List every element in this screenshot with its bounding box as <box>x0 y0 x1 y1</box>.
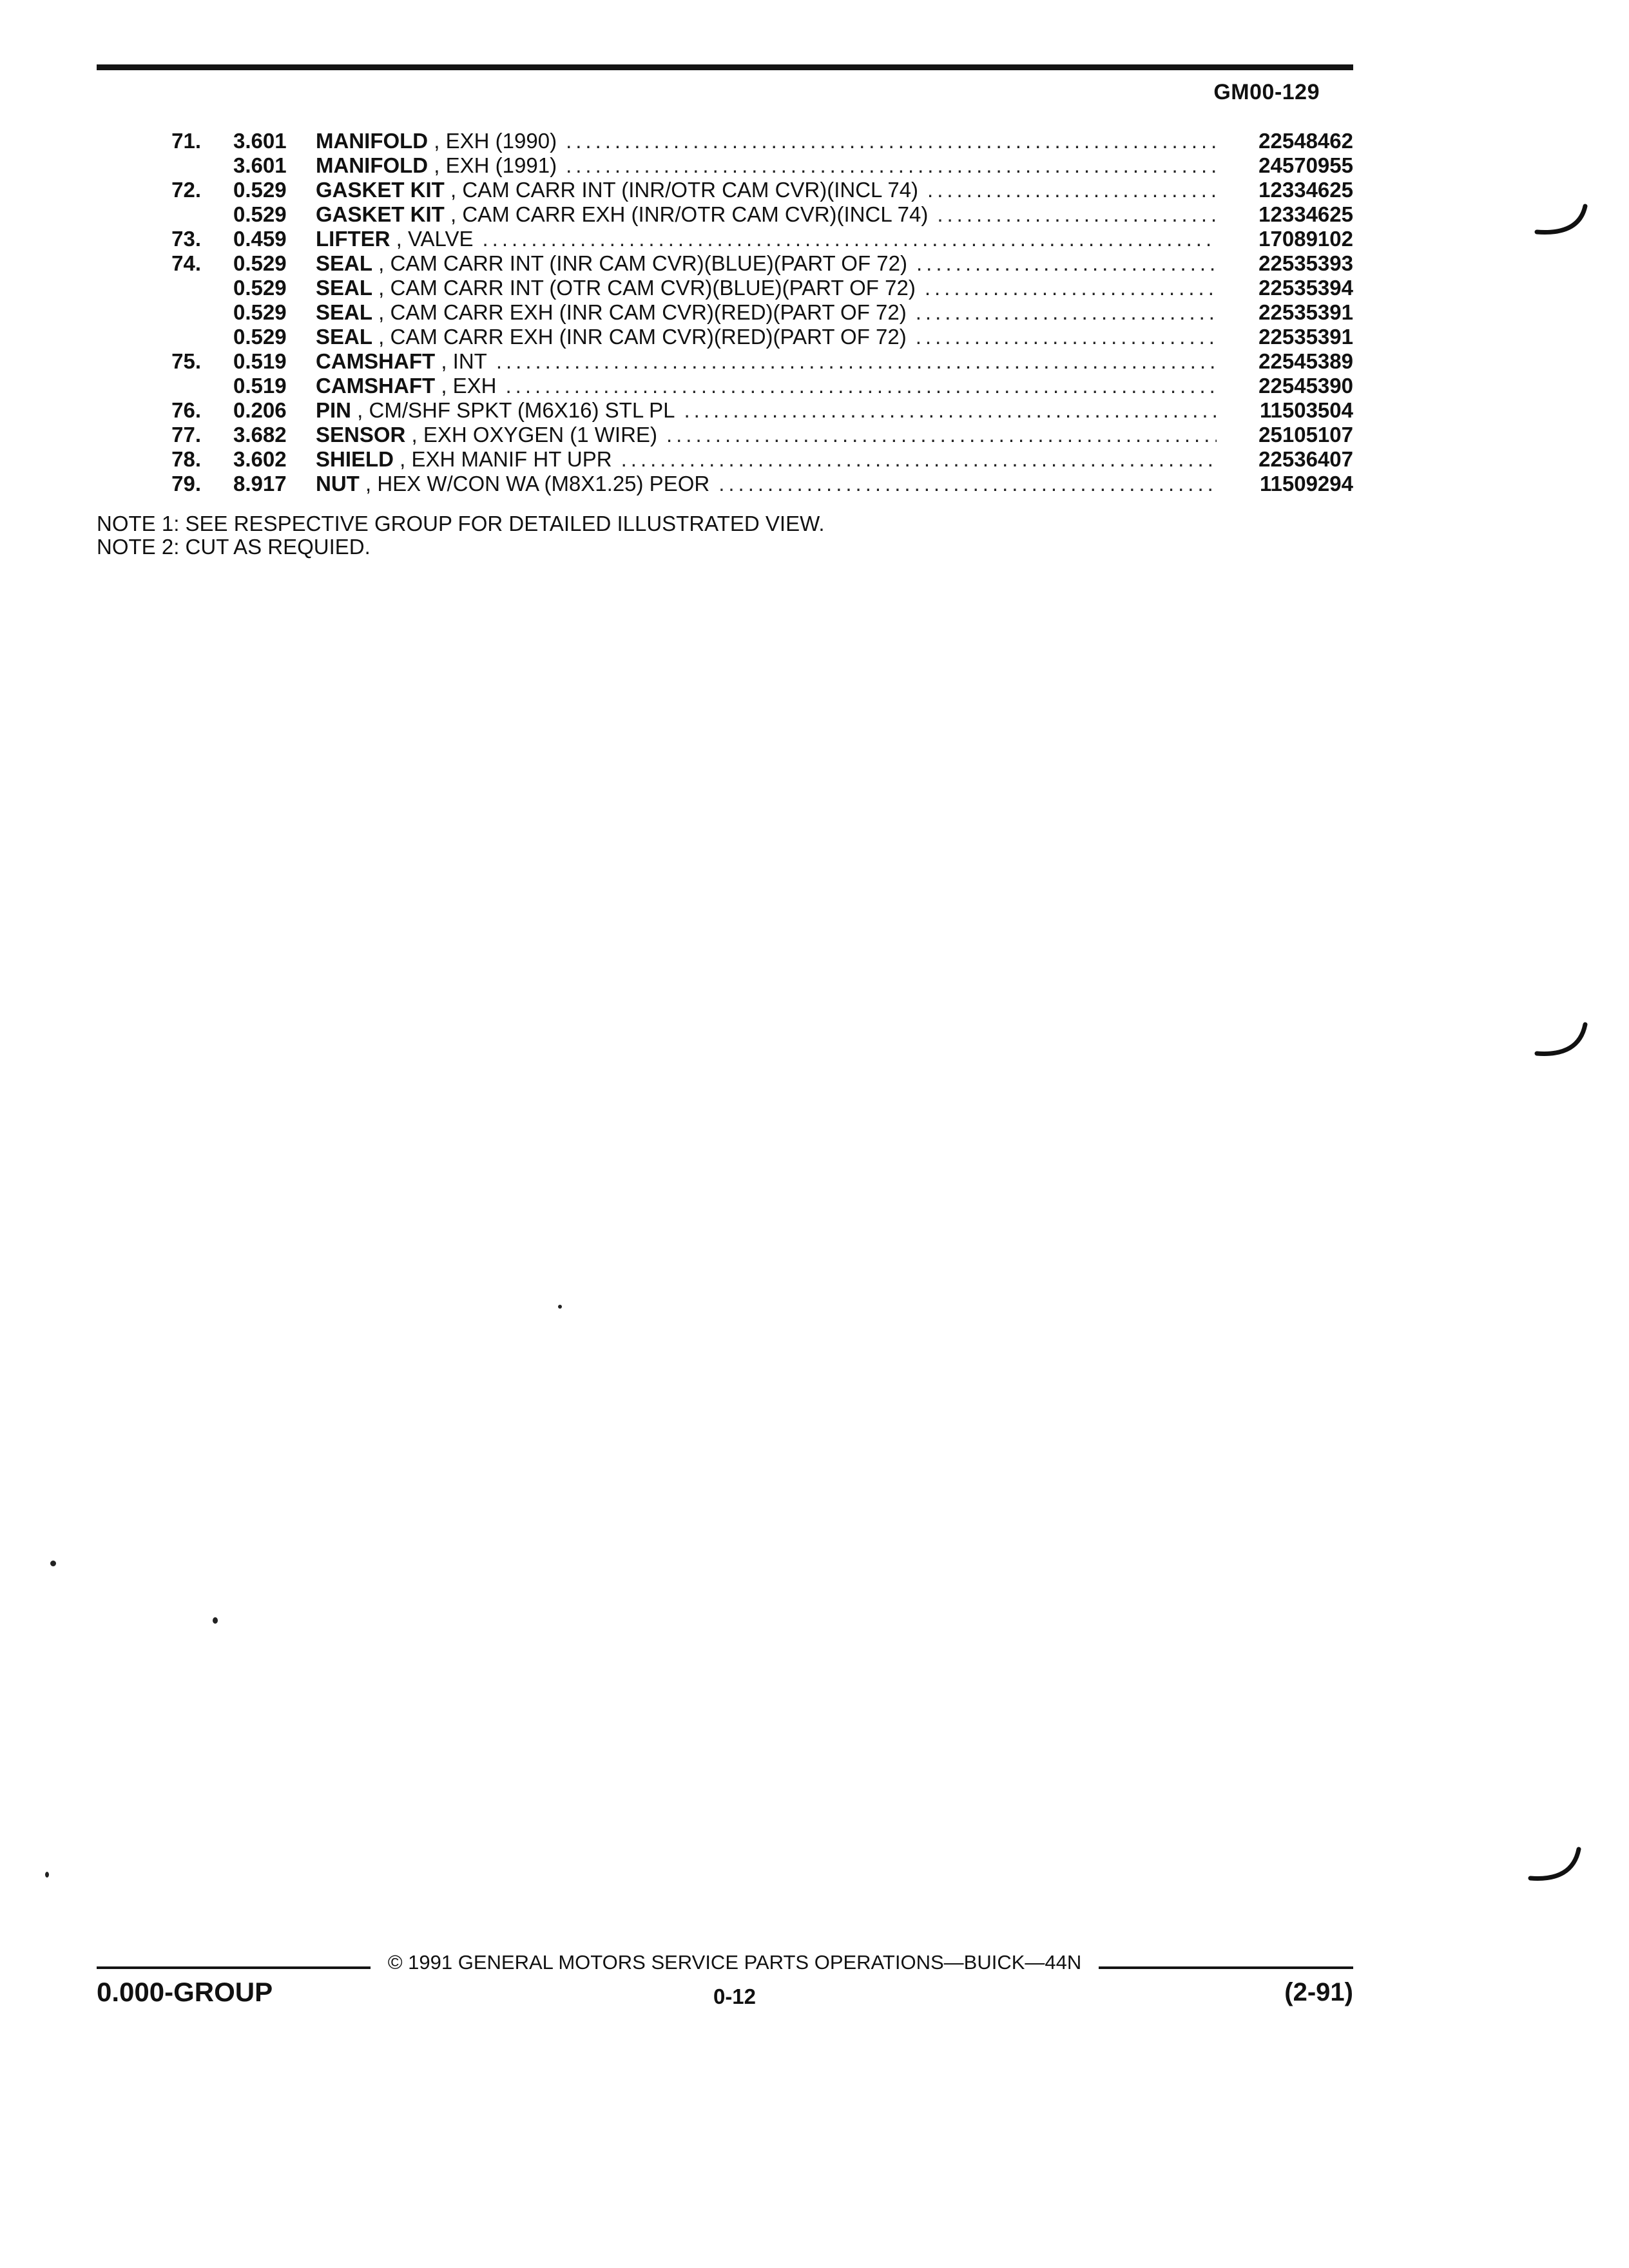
part-number: 11503504 <box>1259 398 1353 422</box>
group-number: 0.206 <box>233 398 287 422</box>
part-name: MANIFOLD <box>316 153 429 177</box>
scan-speck <box>558 1305 562 1309</box>
footer-page-number: 0-12 <box>713 1984 757 2008</box>
dot-leader <box>496 349 1217 374</box>
part-detail: , VALVE <box>390 227 474 251</box>
part-detail: , CAM CARR INT (INR/OTR CAM CVR)(INCL 74) <box>444 178 919 202</box>
group-number: 0.519 <box>233 374 287 398</box>
part-number: 11509294 <box>1259 472 1353 495</box>
footer-rule-right <box>1099 1966 1353 1969</box>
part-detail: , CAM CARR INT (INR CAM CVR)(BLUE)(PART OF 72) <box>372 251 907 275</box>
scan-speck <box>45 1872 49 1878</box>
part-detail: , EXH (1990) <box>428 129 557 153</box>
ref-number: 76. <box>171 398 201 422</box>
binder-hole-mark <box>1527 992 1592 1082</box>
part-row <box>97 178 1353 202</box>
ref-number: 73. <box>171 227 201 251</box>
part-number: 22548462 <box>1258 129 1353 153</box>
dot-leader <box>621 447 1217 472</box>
part-detail: , HEX W/CON WA (M8X1.25) PEOR <box>359 472 710 495</box>
footer-group: 0.000-GROUP <box>97 1977 273 2007</box>
part-detail: , INT <box>435 349 487 373</box>
part-row <box>97 202 1353 227</box>
ref-number: 71. <box>171 129 201 153</box>
footer-date: (2-91) <box>1284 1978 1353 2006</box>
dot-leader <box>916 300 1217 325</box>
group-number: 0.529 <box>233 300 287 324</box>
note-2: NOTE 2: CUT AS REQUIED. <box>97 535 371 559</box>
part-detail: , EXH (1991) <box>428 153 557 177</box>
part-row <box>97 325 1353 349</box>
ref-number: 79. <box>171 472 201 495</box>
part-detail: , CAM CARR EXH (INR/OTR CAM CVR)(INCL 74) <box>444 202 929 226</box>
group-number: 8.917 <box>233 472 287 495</box>
part-name: CAMSHAFT <box>316 374 436 398</box>
scan-speck <box>50 1561 56 1566</box>
part-row <box>97 349 1353 374</box>
group-number: 0.529 <box>233 325 287 349</box>
part-detail: , EXH <box>435 374 497 398</box>
dot-leader <box>483 227 1217 251</box>
parts-list <box>97 129 1353 496</box>
ref-number: 74. <box>171 251 201 275</box>
part-row <box>97 129 1353 153</box>
dot-leader <box>937 202 1217 227</box>
part-name: MANIFOLD <box>316 129 429 153</box>
group-number: 0.529 <box>233 251 287 275</box>
part-name: GASKET KIT <box>316 178 445 202</box>
page-code: GM00-129 <box>1213 80 1320 104</box>
binder-hole-mark <box>1527 161 1592 251</box>
part-row <box>97 227 1353 251</box>
group-number: 0.529 <box>233 178 287 202</box>
part-number: 17089102 <box>1258 227 1353 251</box>
part-row <box>97 300 1353 325</box>
group-number: 0.529 <box>233 202 287 226</box>
part-detail: , CAM CARR EXH (INR CAM CVR)(RED)(PART OF 72) <box>372 300 907 324</box>
group-number: 3.601 <box>233 153 287 177</box>
part-number: 22535393 <box>1258 251 1353 275</box>
notes <box>97 512 825 559</box>
ref-number: 77. <box>171 423 201 447</box>
part-name: GASKET KIT <box>316 202 445 226</box>
part-number: 22535394 <box>1258 276 1353 300</box>
part-number: 22535391 <box>1258 325 1353 349</box>
footer-copyright: © 1991 GENERAL MOTORS SERVICE PARTS OPERATIONS—BUICK—44N <box>387 1951 1082 1974</box>
ref-number: 75. <box>171 349 201 373</box>
part-row <box>97 472 1353 496</box>
part-detail: , EXH MANIF HT UPR <box>394 447 612 471</box>
dot-leader <box>566 153 1217 178</box>
part-number: 25105107 <box>1258 423 1353 447</box>
part-number: 24570955 <box>1258 153 1353 177</box>
part-name: PIN <box>316 398 352 422</box>
part-name: SEAL <box>316 300 373 324</box>
part-row <box>97 398 1353 423</box>
dot-leader <box>506 374 1217 398</box>
dot-leader <box>916 325 1217 349</box>
ref-number: 78. <box>171 447 201 471</box>
part-row <box>97 251 1353 276</box>
part-number: 22535391 <box>1258 300 1353 324</box>
group-number: 0.519 <box>233 349 287 373</box>
dot-leader <box>566 129 1217 153</box>
footer-rule-left <box>97 1966 371 1969</box>
group-number: 3.601 <box>233 129 287 153</box>
ref-number: 72. <box>171 178 201 202</box>
dot-leader <box>927 178 1217 202</box>
part-row <box>97 153 1353 178</box>
part-name: SEAL <box>316 276 373 300</box>
part-number: 12334625 <box>1258 202 1353 226</box>
group-number: 3.682 <box>233 423 287 447</box>
part-number: 22545390 <box>1258 374 1353 398</box>
part-name: SEAL <box>316 325 373 349</box>
note-1: NOTE 1: SEE RESPECTIVE GROUP FOR DETAILED ILLUSTRATED VIEW. <box>97 512 825 535</box>
dot-leader <box>925 276 1217 300</box>
part-number: 12334625 <box>1258 178 1353 202</box>
part-name: CAMSHAFT <box>316 349 436 373</box>
part-detail: , CAM CARR EXH (INR CAM CVR)(RED)(PART OF 72) <box>372 325 907 349</box>
part-name: NUT <box>316 472 360 495</box>
dot-leader <box>718 472 1217 496</box>
top-rule <box>97 64 1353 70</box>
part-name: SENSOR <box>316 423 406 447</box>
dot-leader <box>684 398 1217 423</box>
part-detail: , CAM CARR INT (OTR CAM CVR)(BLUE)(PART OF 72) <box>372 276 916 300</box>
part-number: 22536407 <box>1258 447 1353 471</box>
part-detail: , CM/SHF SPKT (M6X16) STL PL <box>351 398 675 422</box>
part-row <box>97 447 1353 472</box>
part-row <box>97 276 1353 300</box>
dot-leader <box>916 251 1217 276</box>
part-name: SHIELD <box>316 447 394 471</box>
binder-hole-mark <box>1521 1817 1585 1907</box>
part-name: LIFTER <box>316 227 390 251</box>
part-row <box>97 423 1353 447</box>
scan-speck <box>213 1617 218 1624</box>
dot-leader <box>666 423 1217 447</box>
group-number: 0.459 <box>233 227 287 251</box>
part-name: SEAL <box>316 251 373 275</box>
part-detail: , EXH OXYGEN (1 WIRE) <box>405 423 657 447</box>
group-number: 0.529 <box>233 276 287 300</box>
group-number: 3.602 <box>233 447 287 471</box>
part-number: 22545389 <box>1258 349 1353 373</box>
part-row <box>97 374 1353 398</box>
